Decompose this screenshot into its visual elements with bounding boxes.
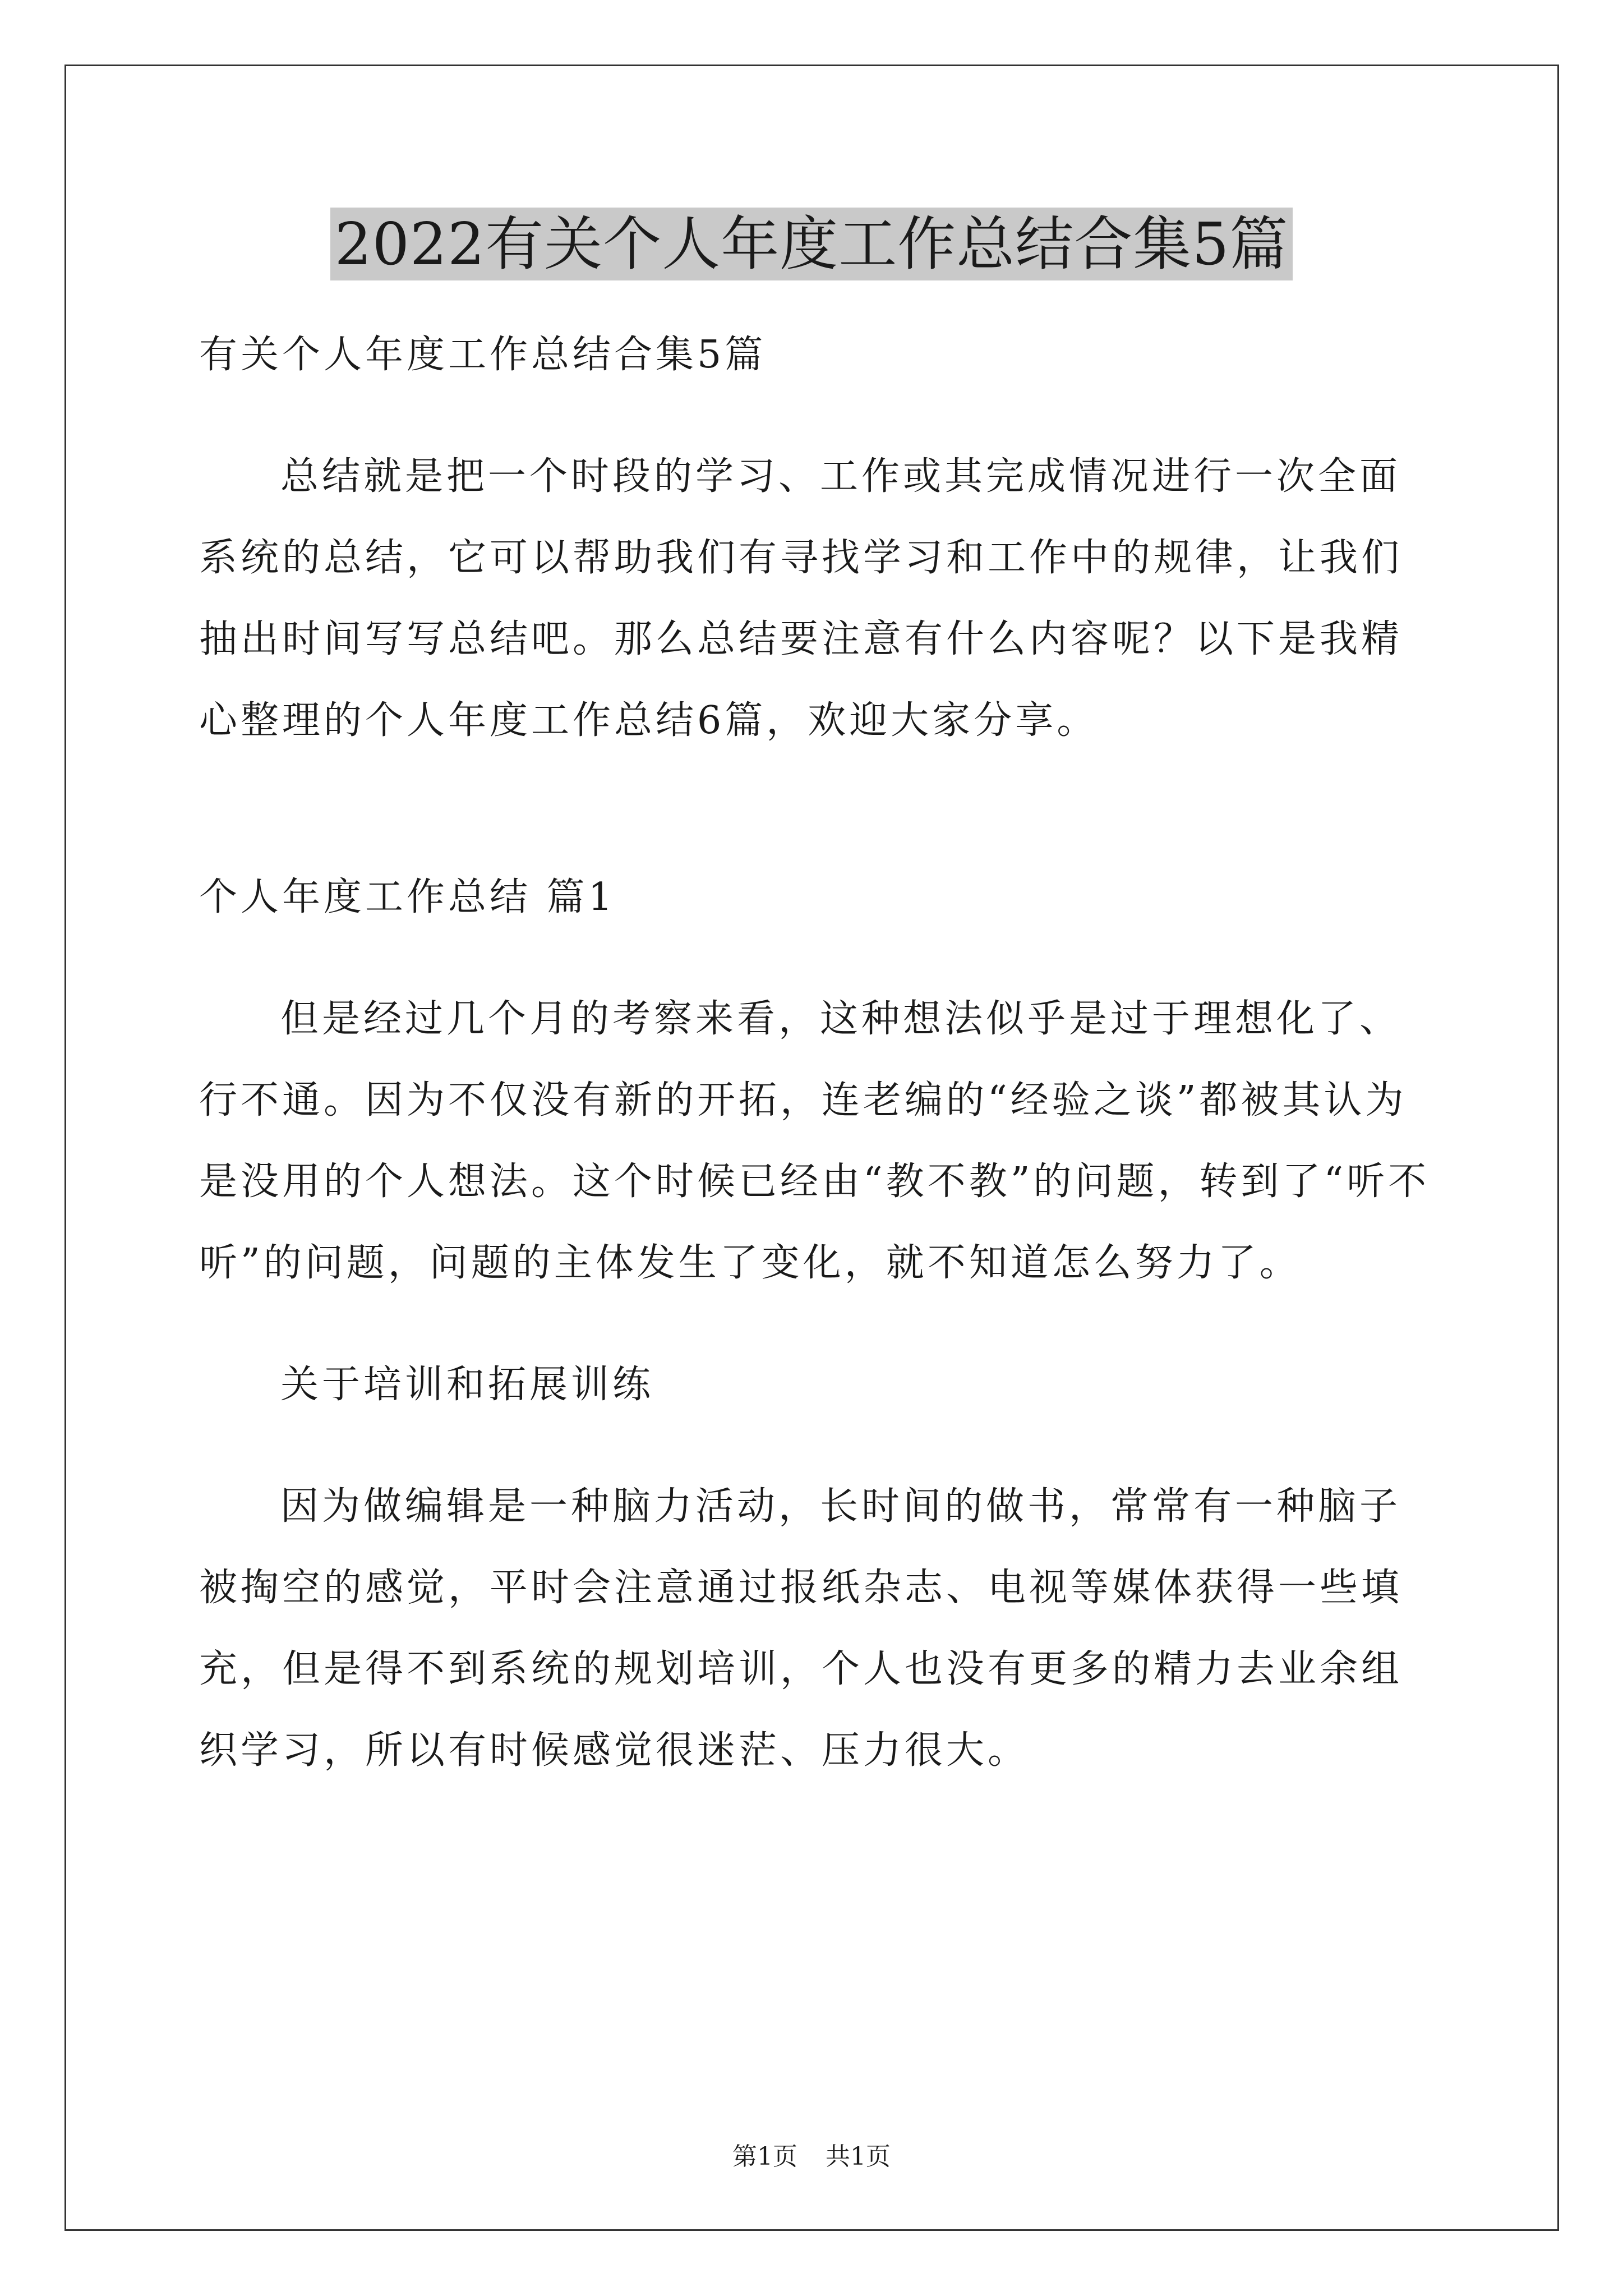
document-title	[0, 205, 1623, 283]
section-heading: 个人年度工作总结 篇1	[199, 875, 616, 919]
spacer	[199, 938, 1433, 978]
body-paragraph-2: 因为做编辑是一种脑力活动，长时间的做书，常常有一种脑子被掏空的感觉，平时会注意通过报纸杂志、电视等媒体获得一些填充，但是得不到系统的规划培训，个人也没有更多的精力去业余组织学习，所以有时候感觉很迷茫、压力很大。	[199, 1484, 1403, 1773]
spacer	[199, 395, 1433, 436]
intro-paragraph: 总结就是把一个时段的学习、工作或其完成情况进行一次全面系统的总结，它可以帮助我们有寻找学习和工作中的规律，让我们抽出时间写写总结吧。那么总结要注意有什么内容呢？以下是我精心整理的个人年度工作总结6篇，欢迎大家分享。	[199, 454, 1403, 743]
document-subtitle: 有关个人年度工作总结合集5篇	[199, 333, 767, 377]
page-number: 第1页	[732, 2142, 797, 2171]
body-paragraph-1: 但是经过几个月的考察来看，这种想法似乎是过于理想化了、行不通。因为不仅没有新的开拓，连老编的“经验之谈”都被其认为是没用的个人想法。这个时候已经由“教不教”的问题，转到了“听不听”的问题，问题的主体发生了变化，就不知道怎么努力了。	[199, 997, 1430, 1285]
spacer	[199, 1425, 1433, 1466]
subheading: 关于培训和拓展训练	[280, 1363, 654, 1407]
document-title-text: 2022有关个人年度工作总结合集5篇	[330, 208, 1293, 280]
page-footer	[0, 2140, 1623, 2174]
document-body	[199, 314, 1433, 1791]
page-count: 共1页	[826, 2142, 891, 2171]
spacer	[199, 1304, 1433, 1344]
spacer	[199, 761, 1433, 857]
